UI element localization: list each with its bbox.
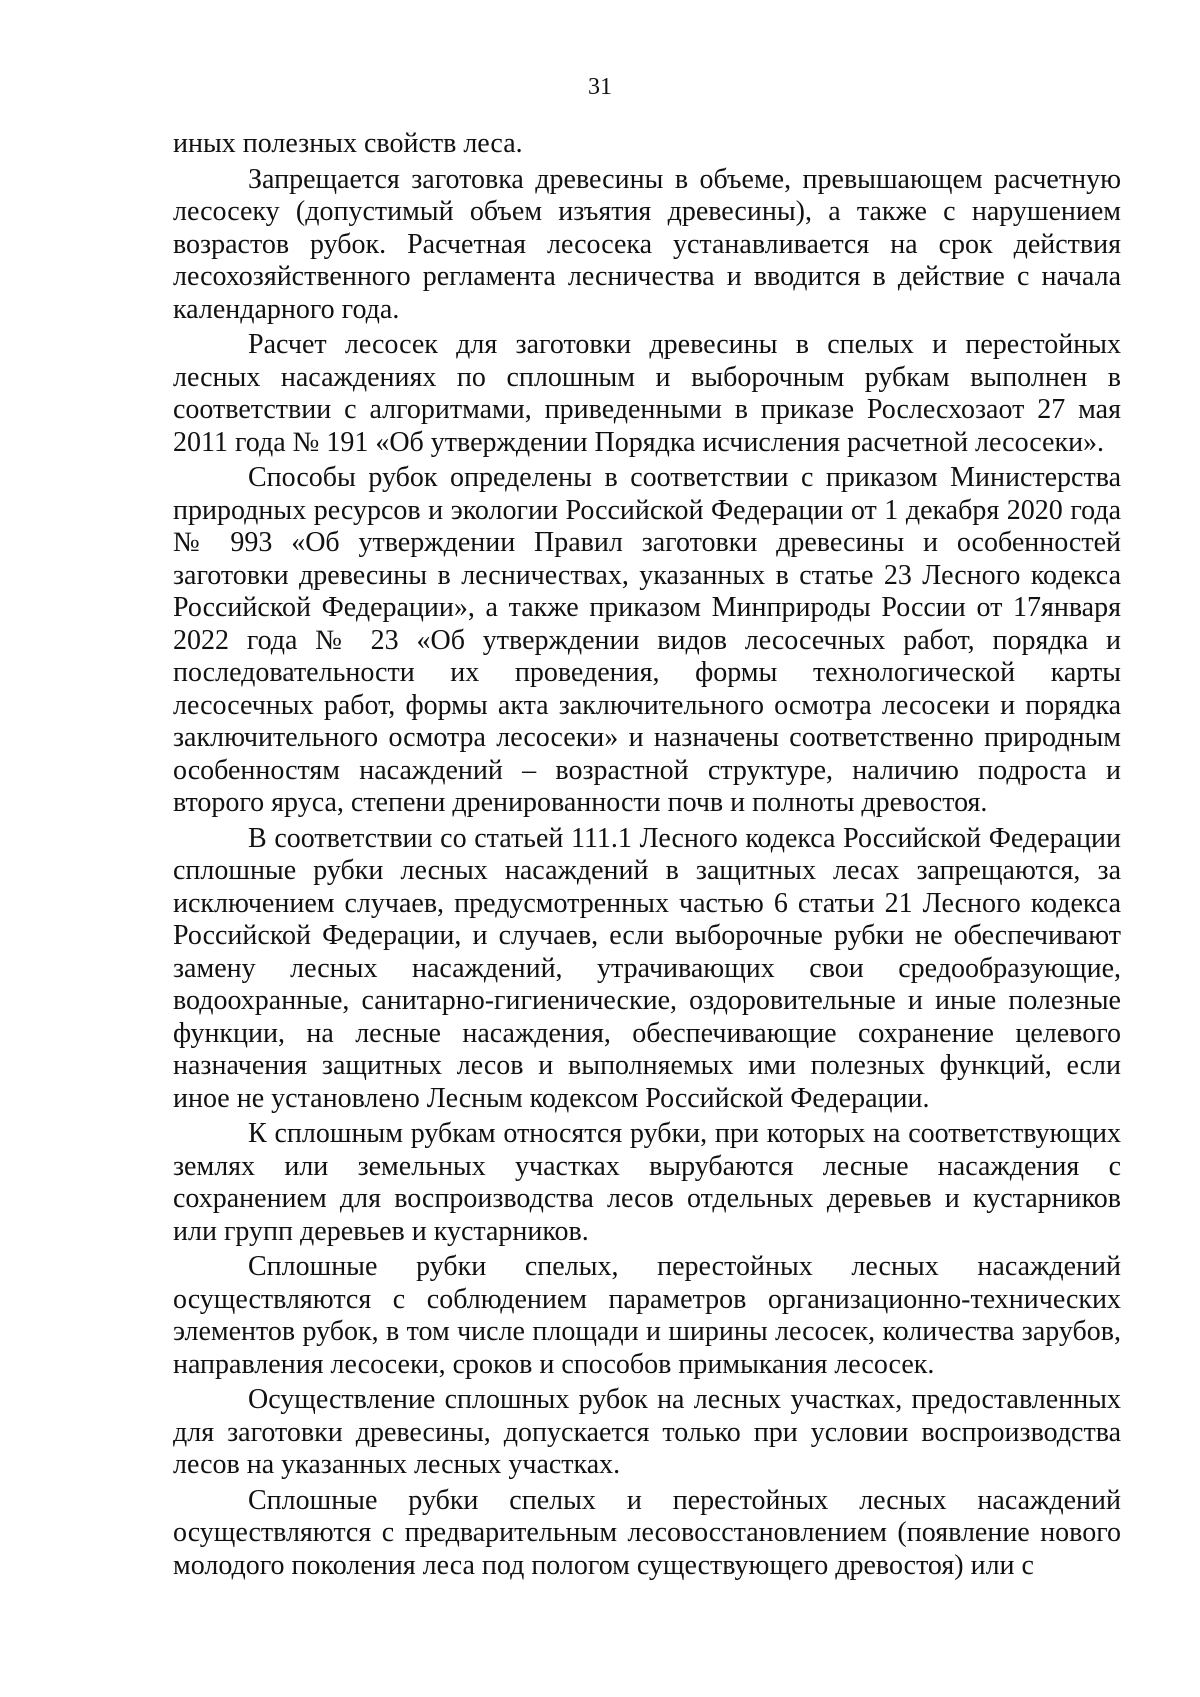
paragraph-calculation: Расчет лесосек для заготовки древесины в спелых и перестойных лесных насаждениях по сплошным и выборочным рубкам выполнен в соответствии с алгоритмами, приведенными в приказе Рослесхозаот 27 мая 2011 года № 191 «Об утверждении Порядка исчисления расчетной лесосеки». (173, 329, 1121, 458)
document-body (173, 128, 1121, 1585)
paragraph-continuation: иных полезных свойств леса. (173, 128, 523, 159)
paragraph-felling-methods: Способы рубок определены в соответствии с приказом Министерства природных ресурсов и экологии Российской Федерации от 1 декабря 2020 года № 993 «Об утверждении Правил заготовки древесины и особенностей заготовки древесины в лесничествах, указанных в статье 23 Лесного кодекса Российской Федерации», а также приказом Минприроды России от 17января 2022 года № 23 «Об утверждении видов лесосечных работ, порядка и последовательности их проведения, формы технологической карты лесосечных работ, формы акта заключительного осмотра лесосеки и порядка заключительного осмотра лесосеки» и назначены соответственно природным особенностям насаждений – возрастной структуре, наличию подроста и второго яруса, степени дренированности почв и полноты древостоя. (173, 462, 1121, 818)
page-number: 31 (588, 74, 612, 100)
paragraph-reforestation-condition: Осуществление сплошных рубок на лесных участках, предоставленных для заготовки древесины, допускается только при условии воспроизводства лесов на указанных лесных участках. (173, 1384, 1121, 1480)
paragraph-harvest-limit: Запрещается заготовка древесины в объеме, превышающем расчетную лесосеку (допустимый объем изъятия древесины), а также с нарушением возрастов рубок. Расчетная лесосека устанавливается на срок действия лесохозяйственного регламента лесничества и вводится в действие с начала календарного года. (173, 163, 1121, 325)
paragraph-preliminary-reforestation: Сплошные рубки спелых и перестойных лесных насаждений осуществляются с предварительным лесовосстановлением (появление нового молодого поколения леса под пологом существующего древостоя) или с (173, 1484, 1121, 1581)
paragraph-clear-cut-definition: К сплошным рубкам относятся рубки, при которых на соответствующих землях или земельных участках вырубаются лесные насаждения с сохранением для воспроизводства лесов отдельных деревьев и кустарников или групп деревьев и кустарников. (173, 1118, 1121, 1247)
paragraph-protective-forests: В соответствии со статьей 111.1 Лесного кодекса Российской Федерации сплошные рубки лесных насаждений в защитных лесах запрещаются, за исключением случаев, предусмотренных частью 6 статьи 21 Лесного кодекса Российской Федерации, и случаев, если выборочные рубки не обеспечивают замену лесных насаждений, утрачивающих свои средообразующие, водоохранные, санитарно-гигиенические, оздоровительные и иные полезные функции, на лесные насаждения, обеспечивающие сохранение целевого назначения защитных лесов и выполняемых ими полезных функций, если иное не установлено Лесным кодексом Российской Федерации. (173, 822, 1121, 1114)
paragraph-clear-cut-parameters: Сплошные рубки спелых, перестойных лесных насаждений осуществляются с соблюдением параметров организационно-технических элементов рубок, в том числе площади и ширины лесосек, количества зарубов, направления лесосеки, сроков и способов примыкания лесосек. (173, 1251, 1121, 1380)
